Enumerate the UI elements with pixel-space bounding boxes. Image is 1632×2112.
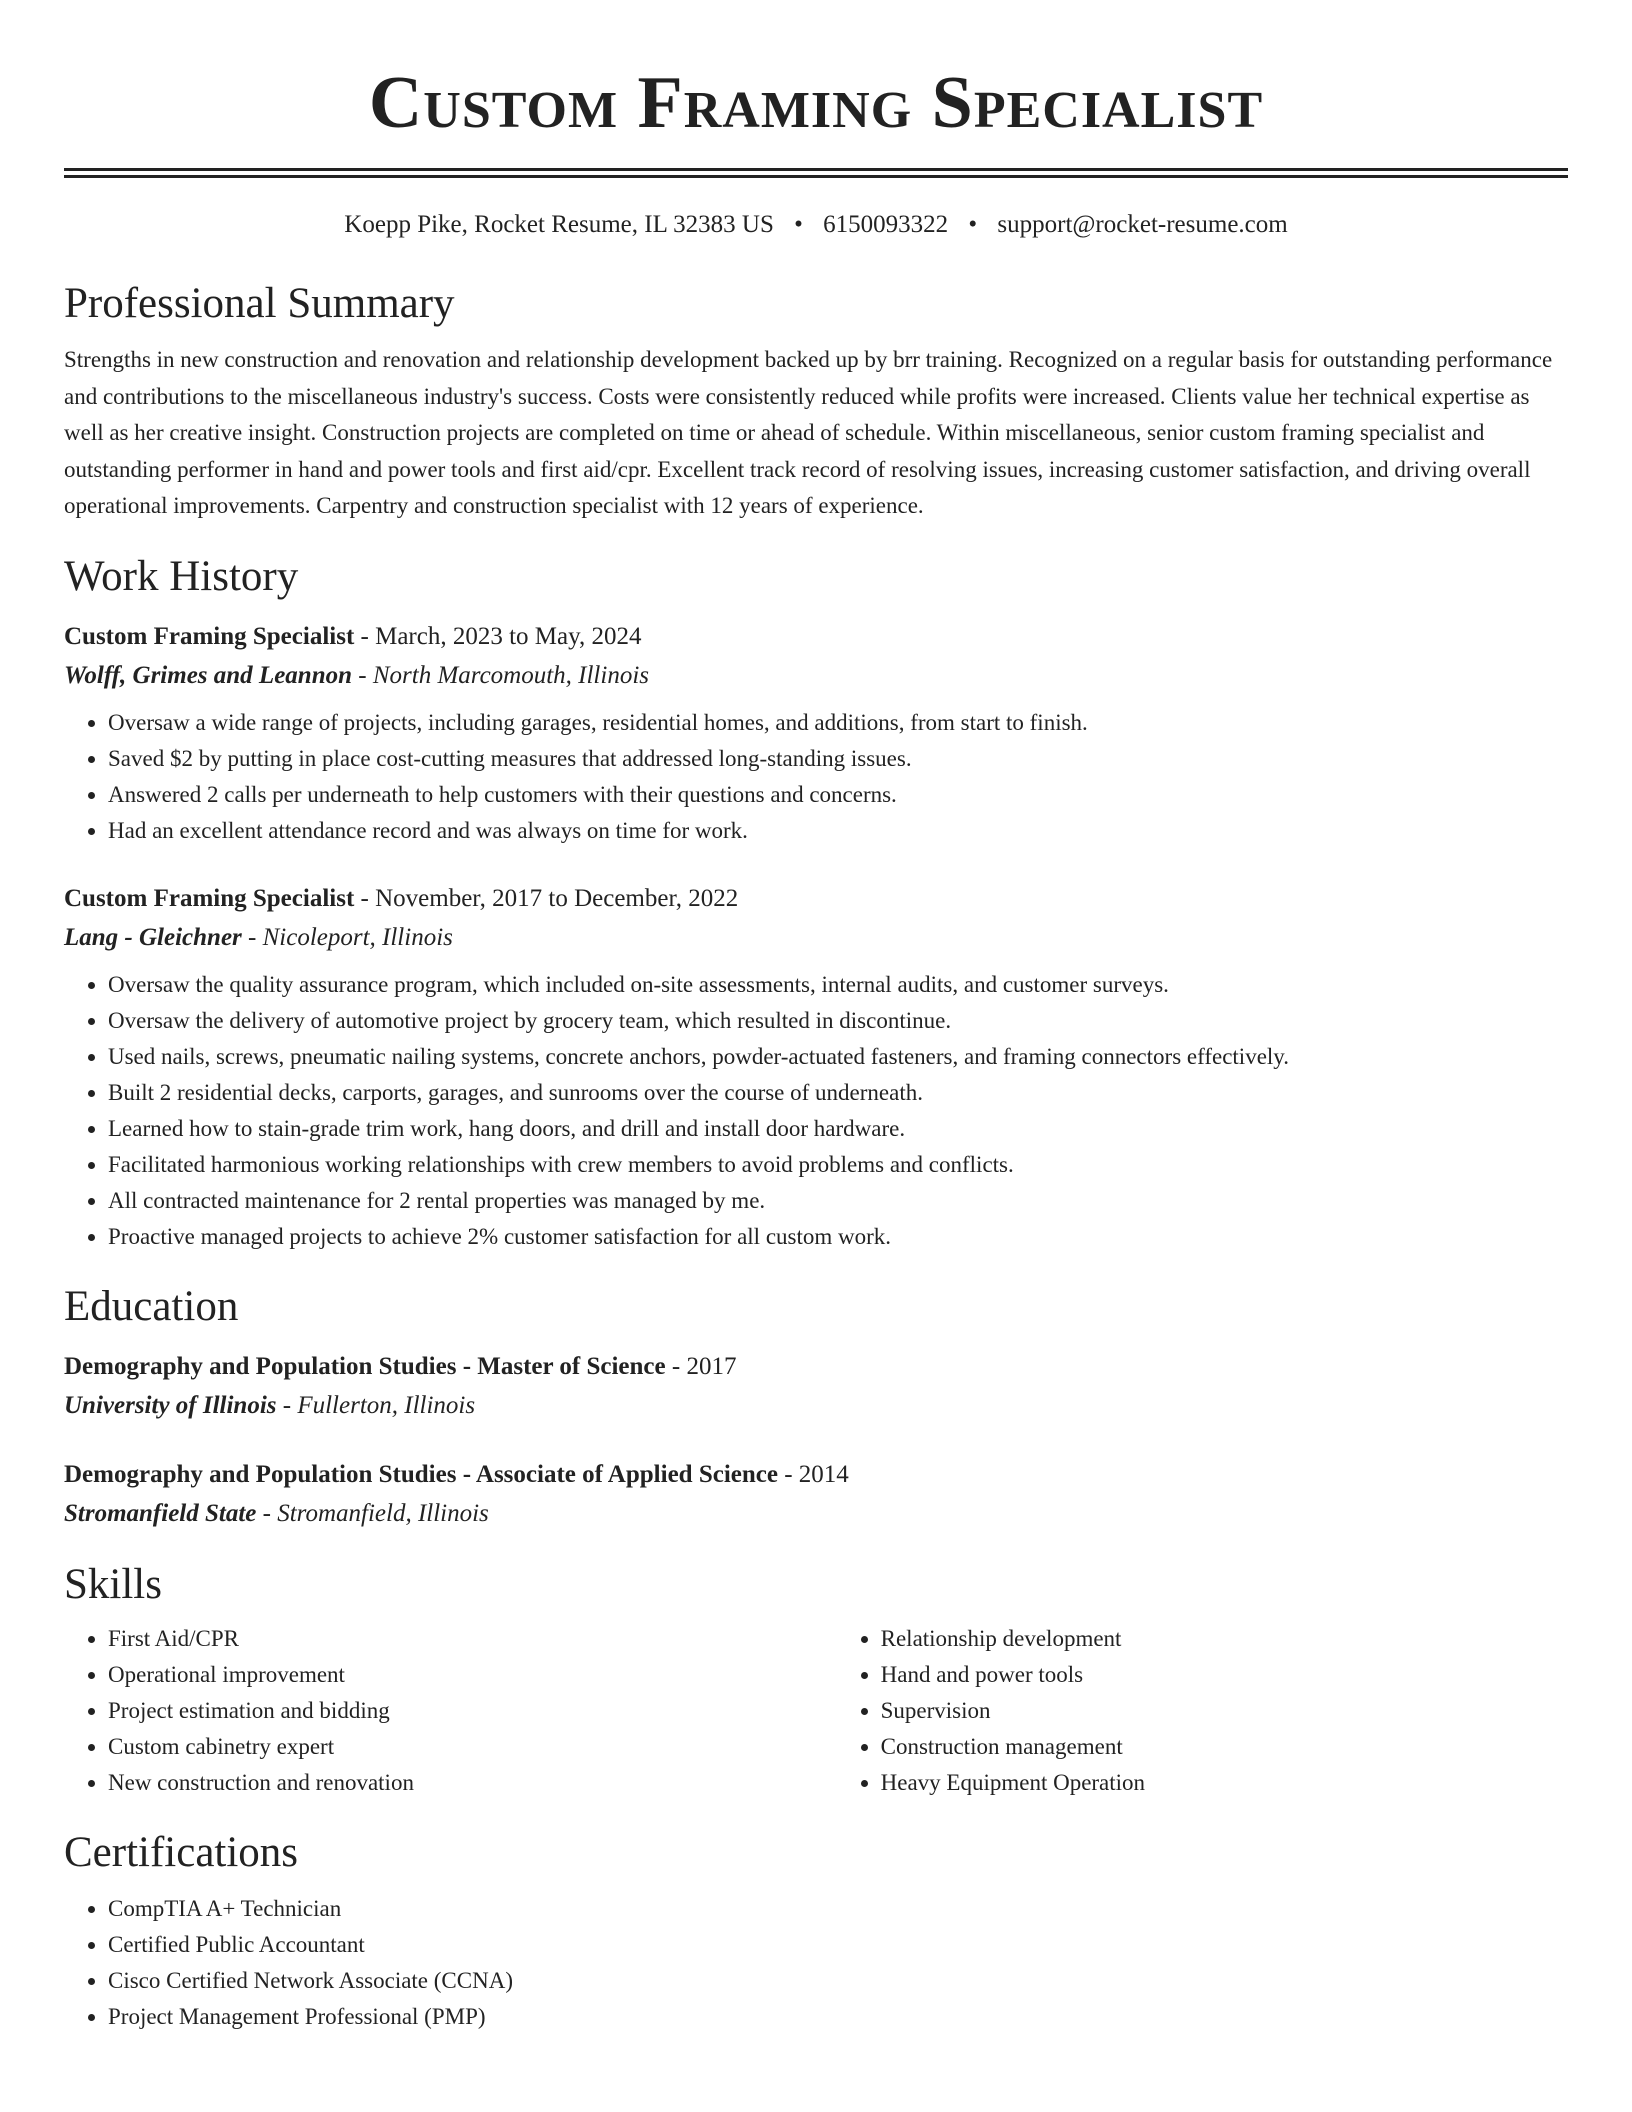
list-item: • Oversaw the delivery of automotive project by grocery team, which resulted in discontinue. bbox=[108, 1003, 1568, 1039]
summary-text: Strengths in new construction and renovation and relationship development backed up by brr training. Recognized on a regular basis for outstanding performance and contributions to the miscellaneous industry's success. Costs were consistently reduced while profits were increased. Clients value her technical expertise as well as her creative insight. Construction projects are completed on time or ahead of schedule. Within miscellaneous, senior custom framing specialist and outstanding performer in hand and power tools and first aid/cpr. Excellent track record of resolving issues, increasing customer satisfaction, and driving overall operational improvements. Carpentry and construction specialist with 12 years of experience. bbox=[64, 347, 1553, 518]
job-location: - North Marcomouth, Illinois bbox=[352, 661, 650, 689]
list-item: • All contracted maintenance for 2 rental properties was managed by me. bbox=[108, 1183, 1568, 1219]
skills-grid bbox=[64, 1621, 1568, 1801]
contact-email: support@rocket-resume.com bbox=[997, 211, 1288, 238]
skill-item: • Heavy Equipment Operation bbox=[881, 1765, 1568, 1801]
list-item: • Oversaw the quality assurance program, which included on-site assessments, internal audits, and customer surveys. bbox=[108, 967, 1568, 1003]
certification-item: • Project Management Professional (PMP) bbox=[108, 1999, 1568, 2035]
education-degree-line bbox=[64, 1455, 1568, 1494]
skill-item: • First Aid/CPR bbox=[108, 1621, 837, 1657]
job-role: Custom Framing Specialist bbox=[64, 622, 355, 650]
skill-item: • Operational improvement bbox=[108, 1657, 837, 1693]
education-school: Stromanfield State bbox=[64, 1499, 257, 1527]
contact-line bbox=[64, 208, 1568, 242]
contact-address: Koepp Pike, Rocket Resume, IL 32383 US bbox=[344, 211, 774, 238]
education-degree-line bbox=[64, 1347, 1568, 1386]
certification-item: • CompTIA A+ Technician bbox=[108, 1891, 1568, 1927]
section-title-skills: Skills bbox=[64, 1560, 162, 1608]
certification-item: • Certified Public Accountant bbox=[108, 1927, 1568, 1963]
education-year: - 2014 bbox=[777, 1460, 849, 1488]
education-entry bbox=[64, 1455, 1568, 1533]
job-dates: - November, 2017 to December, 2022 bbox=[354, 884, 739, 912]
skill-item: • Custom cabinetry expert bbox=[108, 1729, 837, 1765]
list-item: • Proactive managed projects to achieve 2% customer satisfaction for all custom work. bbox=[108, 1219, 1568, 1255]
job-company: Lang - Gleichner bbox=[64, 923, 242, 951]
contact-phone: 6150093322 bbox=[823, 211, 949, 238]
job-role: Custom Framing Specialist bbox=[64, 884, 355, 912]
education-school: University of Illinois bbox=[64, 1391, 277, 1419]
resume-title: Custom Framing Specialist bbox=[368, 62, 1264, 144]
education-location: - Fullerton, Illinois bbox=[276, 1391, 476, 1419]
job-company-line bbox=[64, 656, 1568, 695]
list-item: • Answered 2 calls per underneath to help customers with their questions and concerns. bbox=[108, 777, 1568, 813]
job-location: - Nicoleport, Illinois bbox=[241, 923, 453, 951]
education-school-line bbox=[64, 1386, 1568, 1425]
certifications-list bbox=[64, 1891, 1568, 2035]
section-title-education: Education bbox=[64, 1282, 239, 1330]
list-item: • Learned how to stain-grade trim work, hang doors, and drill and install door hardware. bbox=[108, 1111, 1568, 1147]
job-entry bbox=[64, 617, 1568, 849]
section-title-certifications: Certifications bbox=[64, 1828, 299, 1876]
skill-item: • Project estimation and bidding bbox=[108, 1693, 837, 1729]
skill-item: • Relationship development bbox=[881, 1621, 1568, 1657]
skill-item: • Construction management bbox=[881, 1729, 1568, 1765]
list-item: • Saved $2 by putting in place cost-cutting measures that addressed long-standing issues. bbox=[108, 741, 1568, 777]
education-year: - 2017 bbox=[665, 1352, 737, 1380]
job-dates: - March, 2023 to May, 2024 bbox=[354, 622, 642, 650]
job-company: Wolff, Grimes and Leannon bbox=[64, 661, 353, 689]
section-title-summary: Professional Summary bbox=[64, 280, 455, 327]
job-title-line bbox=[64, 879, 1568, 918]
job-title-line bbox=[64, 617, 1568, 656]
job-entry bbox=[64, 879, 1568, 1255]
skill-item: • Supervision bbox=[881, 1693, 1568, 1729]
section-title-work-history: Work History bbox=[64, 552, 299, 600]
list-item: • Facilitated harmonious working relationships with crew members to avoid problems and conflicts. bbox=[108, 1147, 1568, 1183]
job-bullets bbox=[64, 967, 1568, 1255]
education-degree: Demography and Population Studies - Master of Science bbox=[64, 1352, 666, 1380]
skill-item: • Hand and power tools bbox=[881, 1657, 1568, 1693]
contact-separator: • bbox=[968, 211, 978, 238]
education-degree: Demography and Population Studies - Associate of Applied Science bbox=[64, 1460, 778, 1488]
list-item: • Built 2 residential decks, carports, garages, and sunrooms over the course of underneath. bbox=[108, 1075, 1568, 1111]
job-company-line bbox=[64, 918, 1568, 957]
certification-item: • Cisco Certified Network Associate (CCNA) bbox=[108, 1963, 1568, 1999]
list-item: • Had an excellent attendance record and was always on time for work. bbox=[108, 813, 1568, 849]
job-bullets bbox=[64, 705, 1568, 849]
contact-separator: • bbox=[794, 211, 803, 238]
education-school-line bbox=[64, 1494, 1568, 1533]
skills-list-left bbox=[64, 1621, 837, 1801]
skill-item: • New construction and renovation bbox=[108, 1765, 837, 1801]
list-item: • Used nails, screws, pneumatic nailing systems, concrete anchors, powder-actuated fasteners, and framing connectors effectively. bbox=[108, 1039, 1568, 1075]
list-item: • Oversaw a wide range of projects, including garages, residential homes, and additions, from start to finish. bbox=[108, 705, 1568, 741]
education-entry bbox=[64, 1347, 1568, 1425]
title-divider bbox=[64, 168, 1568, 178]
skills-list-right bbox=[837, 1621, 1568, 1801]
education-location: - Stromanfield, Illinois bbox=[256, 1499, 489, 1527]
